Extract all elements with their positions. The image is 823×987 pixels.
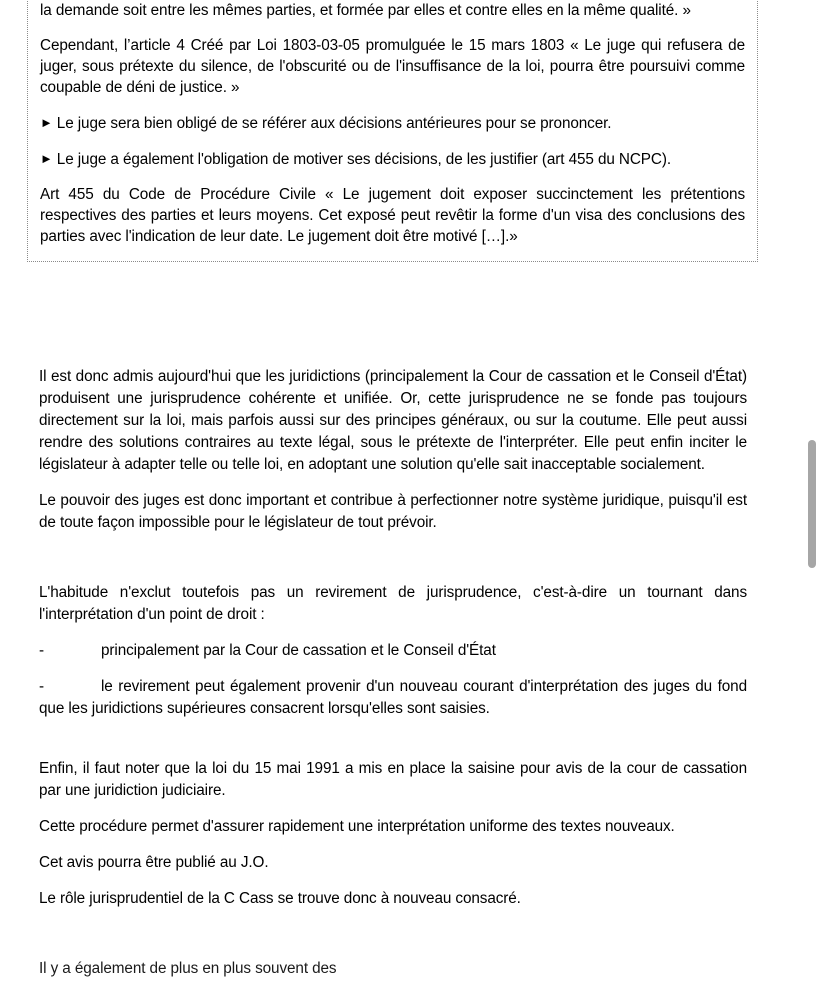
dash-marker-icon: - [39,642,44,659]
paragraph-enfin-loi-1991: Enfin, il faut noter que la loi du 15 mai 1991 a mis en place la saisine pour avis de la cour de cassation par une juridiction judiciaire. [39,760,747,799]
section-spacer [39,734,747,758]
paragraph-role-jurisprudentiel: Le rôle jurisprudentiel de la C Cass se trouve donc à nouveau consacré. [39,890,521,907]
paragraph-text: Le juge sera bien obligé de se référer aux décisions antérieures pour se prononcer. [56,115,612,132]
paragraph-habitude: L'habitude n'exclut toutefois pas un revirement de jurisprudence, c'est-à-dire un tournant dans l'interprétation d'un point de droit : [39,584,747,623]
paragraph-text: Le juge a également l'obligation de motiver ses décisions, de les justifier (art 455 du NCPC). [56,151,671,168]
document-main-text [39,366,747,979]
paragraph-pouvoir-des-juges: Le pouvoir des juges est donc important et contribue à perfectionner notre système juridique, puisqu'il est de toute façon impossible pour le législateur de tout prévoir. [39,492,747,531]
list-item [39,676,747,720]
list-item [39,640,747,662]
section-spacer [39,924,747,958]
list-item-label: principalement par la Cour de cassation et le Conseil d'État [101,642,496,659]
paragraph-text: la demande soit entre les mêmes parties, et formée par elles et contre elles en la même qualité. » [40,2,691,19]
vertical-scrollbar[interactable] [800,0,823,987]
paragraph-art-455 [40,184,745,247]
scrollbar-thumb[interactable] [808,440,816,568]
dash-marker-icon: - [39,678,44,695]
paragraph-bullet-motiver [40,148,745,170]
paragraph-article-4 [40,35,745,98]
quoted-legal-extract-box [27,0,758,262]
paragraph-text: Art 455 du Code de Procédure Civile « Le jugement doit exposer succinctement les prétentions respectives des parties et leurs moyens. Cet exposé peut revêtir la forme d'un visa des conclusions des parties avec l'indication de leur date. Le jugement doit être motivé […].» [40,186,745,245]
list-item-label: le revirement peut également provenir d'un nouveau courant d'interprétation des juges du fond que les juridictions supérieures consacrent lorsqu'elles sont saisies. [39,678,747,717]
paragraph-juridictions: Il est donc admis aujourd'hui que les juridictions (principalement la Cour de cassation et le Conseil d'État) produisent une jurisprudence cohérente et unifiée. Or, cette jurisprudence ne se fonde pas toujours directement sur la loi, mais parfois aussi sur des principes généraux, ou sur la coutume. Elle peut aussi rendre des solutions contraires au texte légal, sous le prétexte de l'interpréter. Elle peut enfin inciter le législateur à adapter telle ou telle loi, en adoptant une solution qu'elle sait inacceptable socialement. [39,368,747,473]
section-spacer [39,548,747,582]
paragraph-bullet-referer [40,112,745,134]
paragraph-procedure: Cette procédure permet d'assurer rapidement une interprétation uniforme des textes nouveaux. [39,818,675,835]
triangle-bullet-icon: ► [40,151,53,166]
paragraph-demande [40,0,745,21]
paragraph-text: Cependant, l’article 4 Créé par Loi 1803-03-05 promulguée le 15 mars 1803 « Le juge qui refusera de juger, sous prétexte du silence, de l'obscurité ou de l'insuffisance de la loi, pourra être poursuivi comme coupable de déni de justice. » [40,37,745,96]
paragraph-clipped-bottom: Il y a également de plus en plus souvent des [39,960,337,977]
triangle-bullet-icon: ► [40,115,53,130]
paragraph-avis-jo: Cet avis pourra être publié au J.O. [39,854,269,871]
